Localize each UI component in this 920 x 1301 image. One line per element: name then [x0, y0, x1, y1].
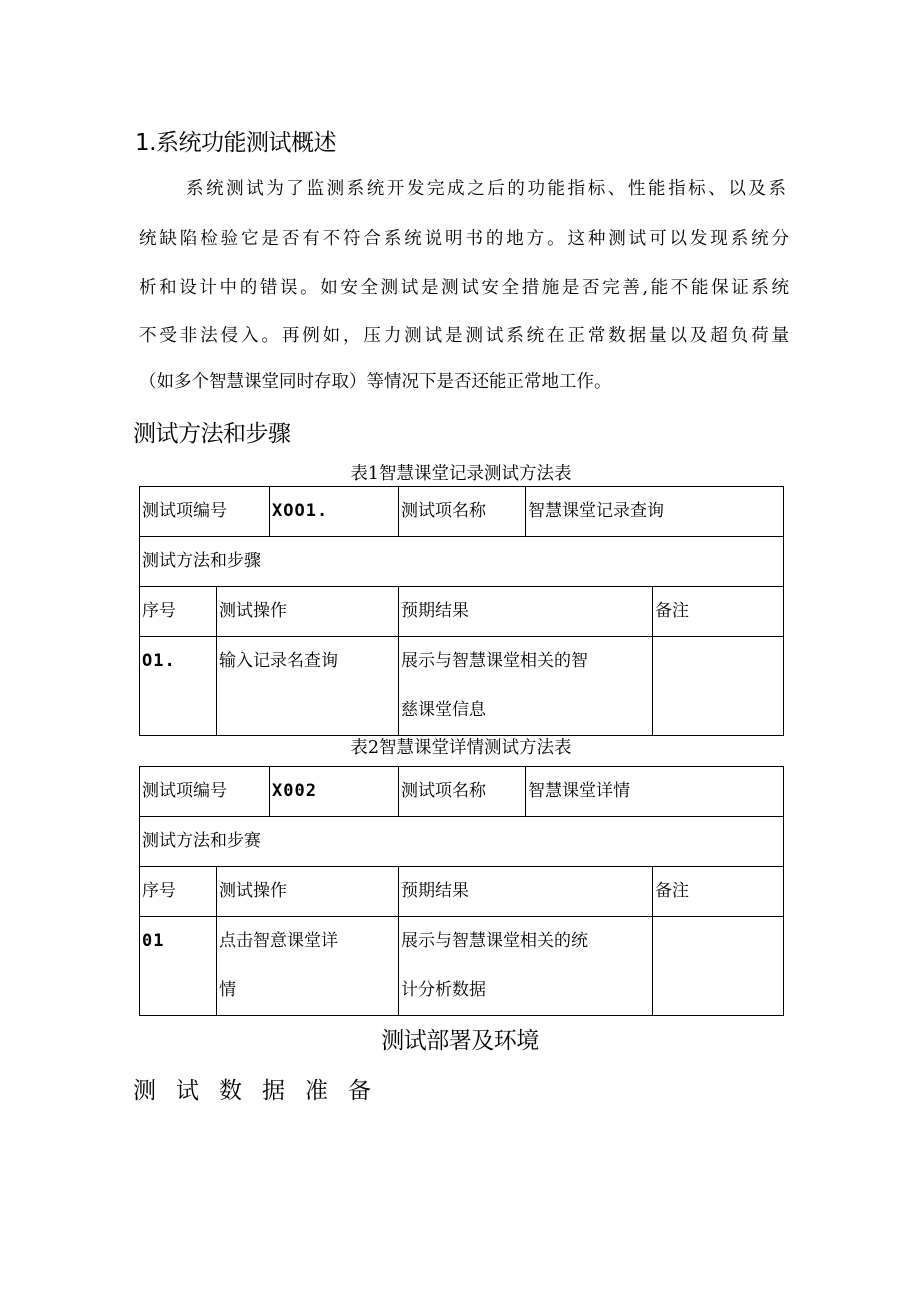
table2 [139, 766, 784, 1016]
table2-row-op-line1: 点击智意课堂详 [219, 931, 338, 951]
table2-item-name-label: 测试项名称 [399, 767, 526, 817]
table1-method-label: 测试方法和步骤 [140, 537, 784, 587]
paragraph-line-1: 系统测试为了监测系统开发完成之后的功能指标、性能指标、以及系 [186, 179, 786, 199]
table2-col-op: 测试操作 [217, 867, 399, 917]
paragraph-line-3: 析和设计中的错误。如安全测试是测试安全措施是否完善,能不能保证系统 [139, 278, 789, 298]
table1-row-op: 输入记录名查询 [217, 637, 399, 736]
table1-item-no-label: 测试项编号 [140, 487, 270, 537]
table1-col-op: 测试操作 [217, 587, 399, 637]
table2-row-expected-line1: 展示与智慧课堂相关的统 [401, 931, 588, 951]
paragraph-line-5: （如多个智慧课堂同时存取）等情况下是否还能正常地工作。 [139, 372, 612, 392]
table2-row-note [653, 917, 784, 1016]
table1-col-note: 备注 [653, 587, 784, 637]
table1-item-no-value: XOO1. [270, 487, 399, 537]
table1-row-expected [399, 637, 653, 736]
table2-row-expected-line2: 计分析数据 [401, 980, 486, 1000]
table2-col-seq: 序号 [140, 867, 217, 917]
table1-col-expected: 预期结果 [399, 587, 653, 637]
table1-item-name-value: 智慧课堂记录查询 [526, 487, 784, 537]
table1-row-seq: O1. [140, 637, 217, 736]
table2-method-label: 测试方法和步赛 [140, 817, 784, 867]
table2-row-op [217, 917, 399, 1016]
table2-caption: 表2智慧课堂详情测试方法表 [350, 738, 572, 758]
table2-row-seq: 01 [140, 917, 217, 1016]
table2-item-name-value: 智慧课堂详情 [526, 767, 784, 817]
table1-col-seq: 序号 [140, 587, 217, 637]
section-title-data-prep: 测试数据准备 [133, 1078, 391, 1104]
section-title-method: 测试方法和步骤 [133, 421, 291, 447]
table2-item-no-value: X002 [270, 767, 399, 817]
table2-item-no-label: 测试项编号 [140, 767, 270, 817]
section-title-deployment: 测试部署及环境 [381, 1028, 539, 1054]
table1-caption: 表1智慧课堂记录测试方法表 [350, 464, 572, 484]
paragraph-line-2: 统缺陷检验它是否有不符合系统说明书的地方。这种测试可以发现系统分 [139, 229, 789, 249]
table2-row-op-line2: 情 [219, 980, 236, 1000]
table2-col-expected: 预期结果 [399, 867, 653, 917]
paragraph-line-4: 不受非法侵入。再例如，压力测试是测试系统在正常数据量以及超负荷量 [139, 326, 789, 346]
table1 [139, 486, 784, 736]
section-title-overview: 1.系统功能测试概述 [135, 130, 336, 156]
table1-row-note [653, 637, 784, 736]
table1-row-expected-line1: 展示与智慧课堂相关的智 [401, 651, 588, 671]
table1-item-name-label: 测试项名称 [399, 487, 526, 537]
table2-col-note: 备注 [653, 867, 784, 917]
table1-row-expected-line2: 慈课堂信息 [401, 700, 486, 720]
table2-row-expected [399, 917, 653, 1016]
